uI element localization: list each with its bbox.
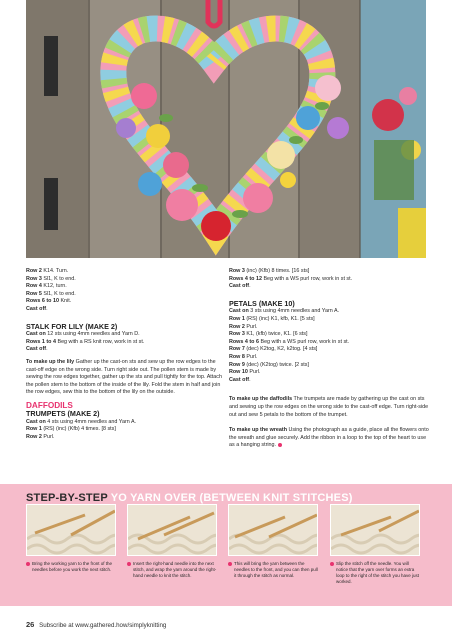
pattern-row: Cast on 12 sts using 4mm needles and Yarn D.: [26, 331, 140, 338]
step-2: [127, 504, 217, 579]
pattern-row: Row 3 K1, (kfb) twice, K1. [6 sts]: [229, 331, 308, 338]
daffodil-makeup-paragraph: To make up the daffodils The trumpets are made by gathering up the cast on sts and sewing up the row edges on the wrong side to the cast-off edge. Turn right-side out and sew 5 petals to the bottom of the trumpet.: [229, 396, 429, 418]
pattern-row: Row 1 (RS) (inc) K1, kfb, K1. [5 sts]: [229, 315, 315, 322]
instructions-left-column: [26, 268, 226, 441]
step-1: [26, 504, 116, 573]
step-4-caption: Slip the stitch off the needle. You will notice that the yarn over forms an extra loop to the right of the stitch you have just worked.: [330, 561, 420, 585]
bullet-icon: [228, 562, 232, 566]
pattern-row: Cast on 3 sts using 4mm needles and Yarn A.: [229, 308, 340, 315]
pattern-row: Cast off.: [26, 346, 48, 353]
pattern-row: Row 8 Purl.: [229, 353, 258, 360]
instructions-right-column: [229, 268, 429, 450]
subscribe-text: Subscribe at www.gathered.how/simplyknitting: [39, 622, 167, 629]
daffodils-heading: DAFFODILS: [26, 400, 73, 410]
step-1-photo: [26, 504, 116, 556]
page-footer: [26, 620, 166, 629]
pattern-row: Rows 4 to 6 Beg with a WS purl row, work in st st.: [229, 338, 350, 345]
pattern-row: Row 3 (inc) (Kfb) 8 times. [16 sts]: [229, 268, 310, 274]
step-3: [228, 504, 318, 579]
pattern-row: Cast off.: [26, 305, 48, 312]
page-number: 26: [26, 620, 35, 629]
bullet-icon: [330, 562, 334, 566]
petals-heading: PETALS (MAKE 10): [229, 298, 295, 308]
pattern-row: Row 4 K12, turn.: [26, 283, 67, 290]
pattern-row: Row 9 (dec) (K2tog) twice. [2 sts]: [229, 361, 309, 368]
wreath-photo: [26, 0, 426, 258]
lily-makeup-paragraph: To make up the lily Gather up the cast-on sts and sew up the row edges to the cast-off edge on the wrong side. Turn right side out. The pollen stem is made by sewing the row edges together, gather up the sts and pull tightly for the top. Attach the pollen stem to the bottom of the inside of the lily. Fold the stem in half and join the row edges, sew this to the bottom of the lily on the outside.: [26, 358, 222, 396]
stalk-heading: STALK FOR LILY (MAKE 2): [26, 321, 118, 331]
pattern-row: Row 10 Purl.: [229, 369, 261, 376]
pattern-row: Row 2 K14. Turn.: [26, 268, 69, 274]
pattern-row: Rows 1 to 4 Beg with a RS knit row, work in st st.: [26, 338, 145, 345]
pattern-row: Row 5 Sl1, K to end.: [26, 290, 76, 297]
wreath-makeup-paragraph: To make up the wreath Using the photograph as a guide, place all the flowers onto the wreath and glue securely. Add the ribbon in a loop to the top of the heart to use as a hanging string.: [229, 427, 429, 449]
step-by-step-panel: [0, 484, 452, 606]
step-2-caption: Insert the right-hand needle into the next stitch, and wrap the yarn around the right-hand needle to knit the stitch.: [127, 561, 217, 579]
pattern-row: Cast off.: [229, 283, 251, 290]
step-4: [330, 504, 420, 585]
pattern-row: Row 3 Sl1, K to end.: [26, 275, 76, 282]
step-3-photo: [228, 504, 318, 556]
pattern-row: Row 1 (RS) (inc) (Kfb) 4 times. [8 sts]: [26, 426, 116, 433]
bullet-icon: [26, 562, 30, 566]
pattern-row: Cast on 4 sts using 4mm needles and Yarn A.: [26, 418, 137, 425]
step-1-caption: Bring the working yarn to the front of the needles before you work the next stitch.: [26, 561, 116, 573]
step-by-step-title: STEP-BY-STEP YO YARN OVER (BETWEEN KNIT STITCHES): [26, 492, 353, 504]
pattern-row: Row 2 Purl.: [229, 323, 258, 330]
step-4-photo: [330, 504, 420, 556]
trumpets-heading: TRUMPETS (MAKE 2): [26, 408, 100, 418]
pattern-row: Row 2 Purl.: [26, 433, 55, 440]
step-2-photo: [127, 504, 217, 556]
pattern-row: Row 7 (dec) K2tog, K2, k2tog. [4 sts]: [229, 346, 318, 353]
pattern-row: Cast off.: [229, 376, 251, 383]
end-dot-icon: [278, 443, 282, 447]
step-3-caption: This will bring the yarn between the needles to the front, and you can then pull it through the stitch as normal.: [228, 561, 318, 579]
bullet-icon: [127, 562, 131, 566]
pattern-row: Rows 4 to 12 Beg with a WS purl row, work in st st.: [229, 275, 353, 282]
pattern-row: Rows 6 to 10 Knit.: [26, 298, 72, 305]
